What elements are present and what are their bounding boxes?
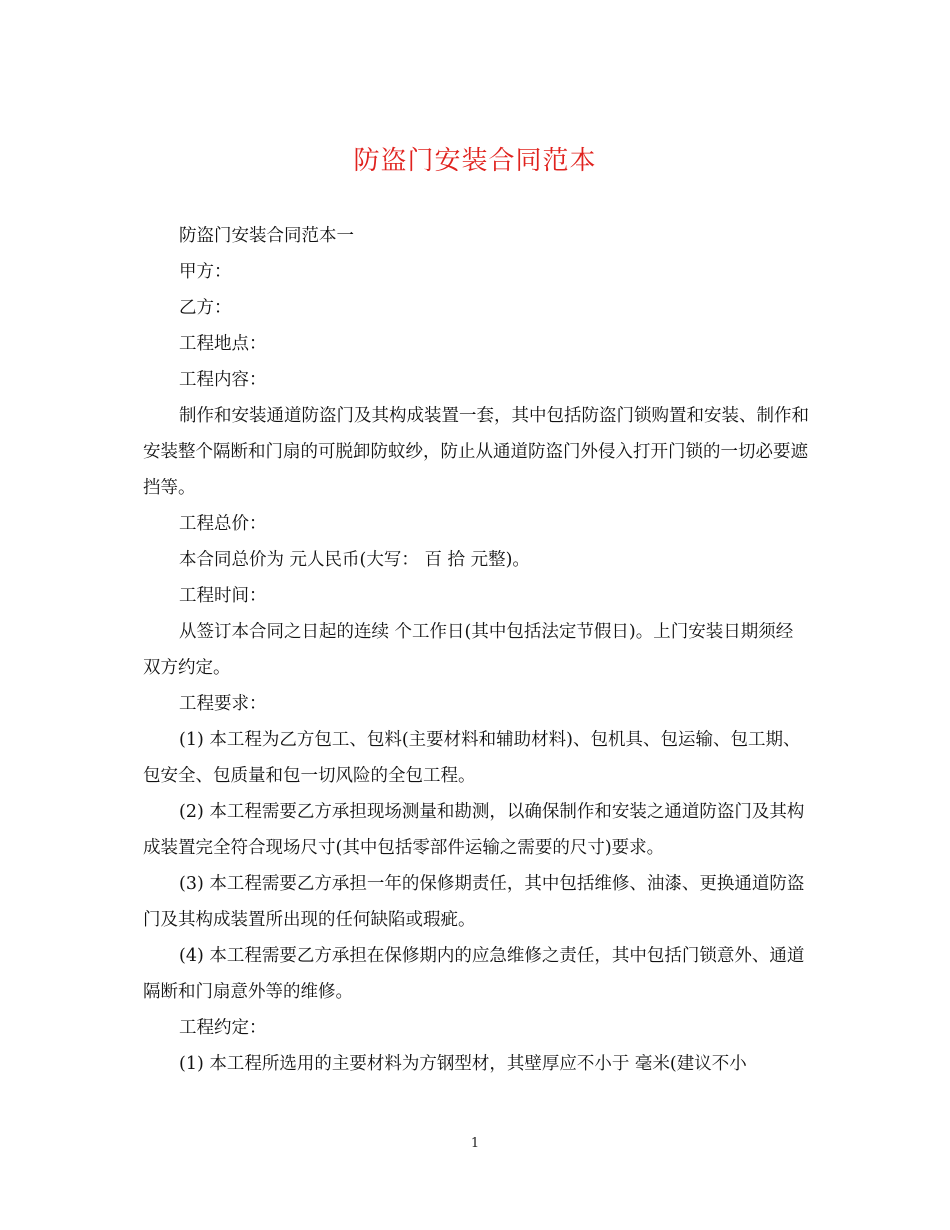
paragraph: (3) 本工程需要乙方承担一年的保修期责任，其中包括维修、油漆、更换通道防盗门及其构成装置所出现的任何缺陷或瑕疵。: [143, 874, 805, 930]
paragraph: 工程要求：: [179, 694, 267, 714]
paragraph: (1) 本工程所选用的主要材料为方钢型材，其壁厚应不小于 毫米(建议不小: [179, 1054, 747, 1074]
paragraph: 制作和安装通道防盗门及其构成装置一套，其中包括防盗门锁购置和安装、制作和安装整个隔断和门扇的可脱卸防蚊纱，防止从通道防盗门外侵入打开门锁的一切必要遮挡等。: [143, 406, 809, 498]
paragraph: (2) 本工程需要乙方承担现场测量和勘测，以确保制作和安装之通道防盗门及其构成装置完全符合现场尺寸(其中包括零部件运输之需要的尺寸)要求。: [143, 802, 805, 858]
paragraph: (1) 本工程为乙方包工、包料(主要材料和辅助材料)、包机具、包运输、包工期、包安全、包质量和包一切风险的全包工程。: [143, 730, 801, 786]
paragraph: 工程内容：: [179, 370, 267, 390]
document-body: [143, 218, 809, 1082]
paragraph: 本合同总价为 元人民币(大写： 百 拾 元整)。: [179, 550, 530, 570]
paragraph: 从签订本合同之日起的连续 个工作日(其中包括法定节假日)。上门安装日期须经双方约定。: [143, 622, 794, 678]
page-number: 1: [470, 1136, 480, 1151]
paragraph: 乙方：: [179, 298, 232, 318]
document-title: 防盗门安装合同范本: [353, 146, 597, 176]
paragraph: 甲方：: [179, 262, 232, 282]
paragraph: 工程地点：: [179, 334, 267, 354]
paragraph: 防盗门安装合同范本一: [179, 226, 354, 246]
paragraph: 工程约定：: [179, 1018, 267, 1038]
paragraph: 工程总价：: [179, 514, 267, 534]
paragraph: 工程时间：: [179, 586, 267, 606]
paragraph: (4) 本工程需要乙方承担在保修期内的应急维修之责任，其中包括门锁意外、通道隔断和门扇意外等的维修。: [143, 946, 805, 1002]
